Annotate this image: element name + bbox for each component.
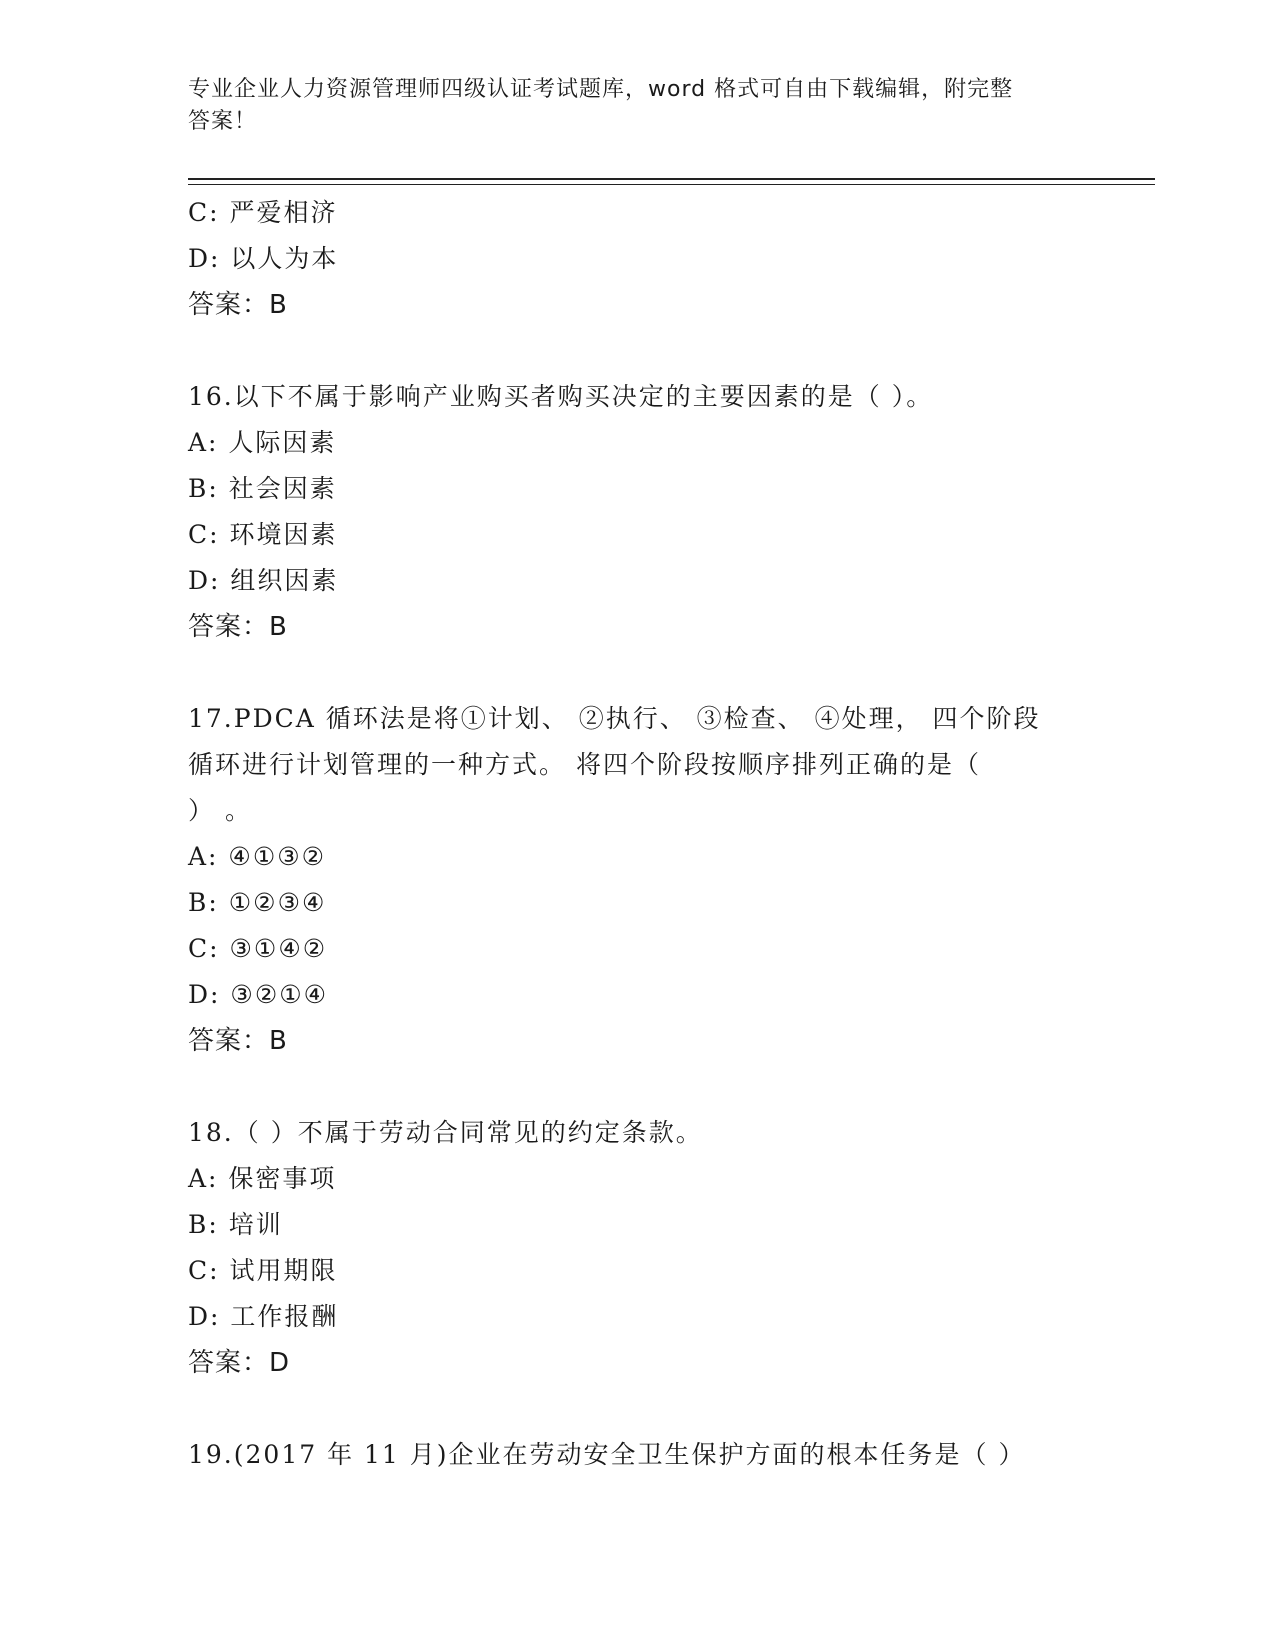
answer: 答案：D	[188, 1348, 291, 1378]
question-16-stem: 16.以下不属于影响产业购买者购买决定的主要因素的是（ ）。	[188, 382, 934, 411]
answer: 答案：B	[188, 612, 288, 642]
header-line-1: 专业企业人力资源管理师四级认证考试题库，word 格式可自由下载编辑，附完整	[188, 77, 1014, 102]
question-17-stem-line-2: 循环进行计划管理的一种方式。 将四个阶段按顺序排列正确的是（	[188, 750, 981, 779]
question-19-stem: 19.(2017 年 11 月)企业在劳动安全卫生保护方面的根本任务是（ ）	[188, 1440, 1026, 1469]
question-17-stem-line-3: ） 。	[188, 796, 252, 825]
option-c: C: 试用期限	[188, 1256, 338, 1285]
option-d: D: 组织因素	[188, 566, 339, 595]
option-b: B: 培训	[188, 1210, 283, 1239]
question-17-stem-line-1: 17.PDCA 循环法是将①计划、 ②执行、 ③检查、 ④处理， 四个阶段	[188, 704, 1041, 733]
option-a: A: 保密事项	[188, 1164, 337, 1193]
option-d: D: 工作报酬	[188, 1302, 339, 1331]
header-line-2: 答案！	[188, 109, 258, 134]
option-c: C: 环境因素	[188, 520, 338, 549]
option-d: D: 以人为本	[188, 244, 339, 273]
question-list	[188, 190, 1088, 1478]
option-d: D: ③②①④	[188, 980, 329, 1009]
answer: 答案：B	[188, 290, 288, 320]
option-a: A: ④①③②	[188, 842, 327, 871]
option-b: B: 社会因素	[188, 474, 337, 503]
option-c: C: ③①④②	[188, 934, 328, 963]
document-header	[188, 74, 1068, 138]
header-divider	[188, 178, 1155, 180]
option-c: C: 严爱相济	[188, 198, 338, 227]
option-b: B: ①②③④	[188, 888, 327, 917]
answer: 答案：B	[188, 1026, 288, 1056]
question-18-stem: 18.（ ）不属于劳动合同常见的约定条款。	[188, 1118, 703, 1147]
option-a: A: 人际因素	[188, 428, 337, 457]
header-divider-thin	[188, 184, 1155, 185]
